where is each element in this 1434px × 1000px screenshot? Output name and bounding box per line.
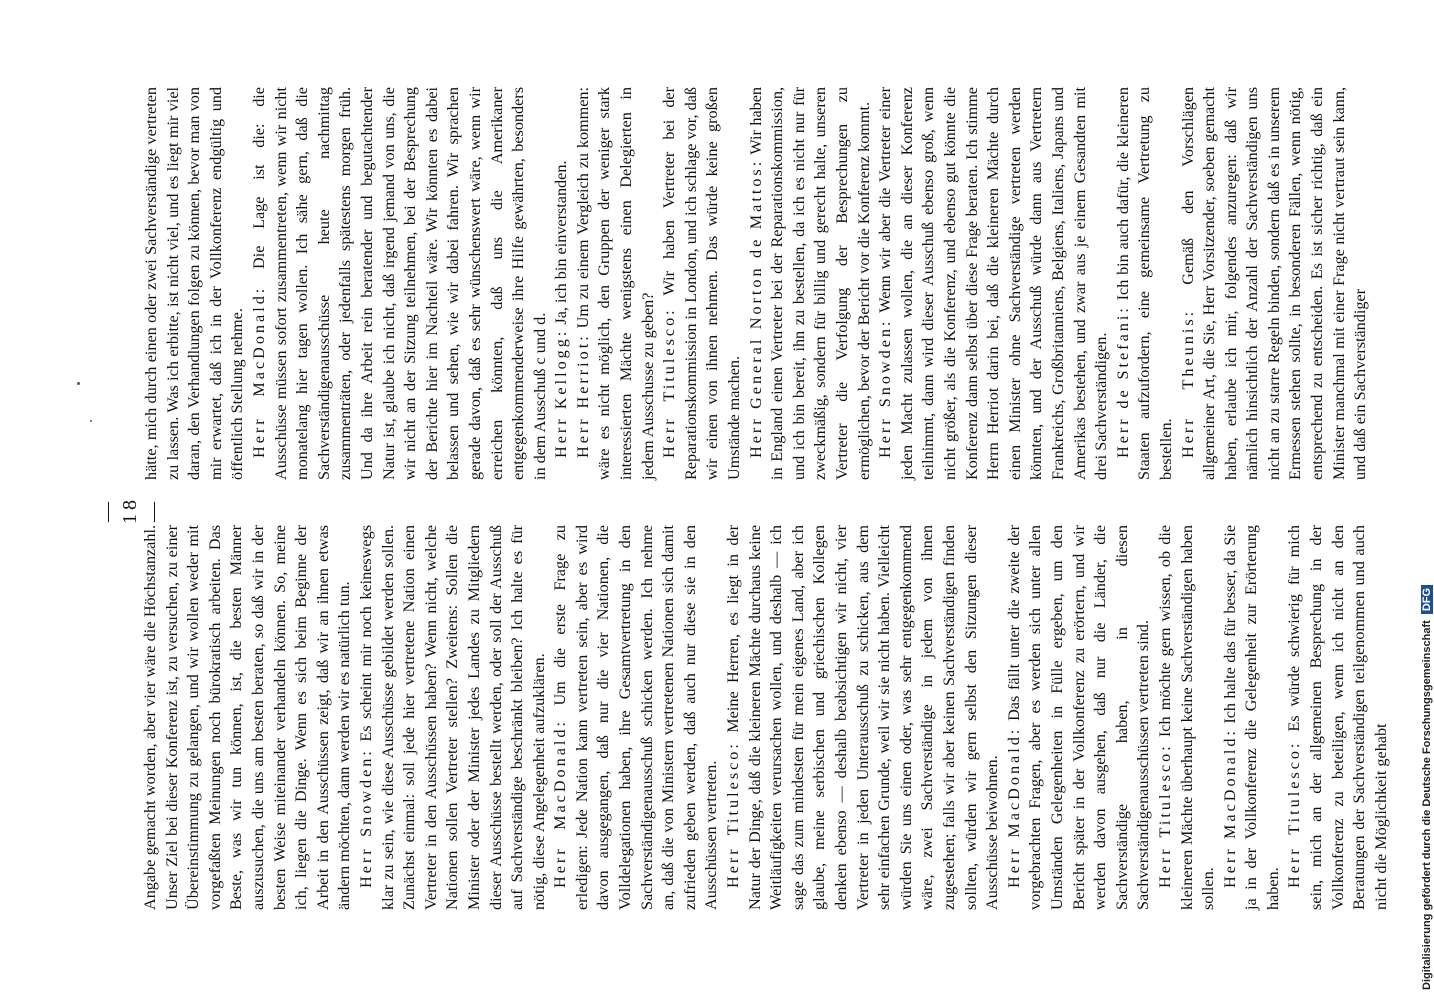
digitization-text: Digitalisierung gefördert durch die Deutsche Forschungsgemeinschaft bbox=[1421, 620, 1433, 990]
speaker-name: Herr Titulesco: bbox=[660, 307, 679, 458]
paragraph-text: Angabe gemacht worden, aber vier wäre die Höchstanzahl. Unser Ziel bei dieser Konferenz ist, zu versuchen, zu einer Übereinstimmung zu gelangen, und wir wollen weder mit vorgefaßten Meinungen noch bürokratisch arbeiten. Das Beste, was wir tun können, ist, die besten Männer auszusuchen, die uns am besten beraten, so daß wir in der besten Weise miteinander verhandeln können. So, meine ich, liegen die Dinge. Wenn es sich beim Beginne der Arbeit in den Ausschüssen zeigt, daß wir an ihnen etwas ändern möchten, dann werden wir es natürlich tun. bbox=[141, 525, 354, 910]
paragraph-text: hätte, mich durch einen oder zwei Sachverständige vertreten zu lassen. Was ich erbitte, ist nicht viel, und es liegt mir viel daran, den Verhandlungen folgen zu können, bevor man von mir erwartet, daß ich in der Vollkonferenz endgültig und öffentlich Stellung nehme. bbox=[142, 87, 247, 480]
speaker-name: Herr MacDonald: bbox=[1220, 728, 1239, 888]
paragraph bbox=[550, 525, 723, 910]
speaker-name: Herr Herriot: bbox=[573, 333, 592, 458]
paragraph bbox=[1178, 87, 1372, 480]
speaker-name: Herr Titulesco: bbox=[724, 741, 743, 888]
paragraph-text: Das fällt unter die zweite der vorgebrachten Fragen, aber es werden sich unter allen Umständen Gelegenheiten in Fülle ergeben, um den Bericht später in der Vollkonferenz zu erörtern, und wir werden davon ausgehen, daß nur die Länder, die Sachverständige haben, in diesen Sachverständigenausschüssen vertreten sind. bbox=[1004, 524, 1153, 910]
speaker-name: Herr General Norton de Mattos: bbox=[746, 158, 765, 458]
paragraph bbox=[551, 87, 573, 480]
speck bbox=[77, 382, 80, 385]
paragraph-text: Um die erste Frage zu erledigen: Jede Nation kann vertreten sein, aber es wird davon ausgegangen, daß nur die vier Nationen, die Volldelegationen haben, ihre Gesamtvertretung in den Sachverständigenausschuß schicken werden. Ich nehme an, daß die von Ministern vertretenen Nationen sich damit zufrieden geben werden, daß auch nur diese sie in den Ausschüssen vertreten. bbox=[551, 525, 721, 910]
paragraph bbox=[141, 87, 249, 480]
paragraph-text: Die Lage ist die: die Ausschüsse müssen sofort zusammentreten, wenn wir nicht monatelang hier tagen wollen. Ich sähe gern, daß die Sachverständigenausschüsse heute nachmittag zusammenträten, oder jedenfalls spätestens morgen früh. Und da ihre Arbeit rein beratender und begutachtender Natur ist, glaube ich nicht, daß irgend jemand von uns, die wir nicht an der Sitzung teilnehmen, bei der Besprechung der Berichte hier im Nachteil wäre. Wir könnten es dabei belassen und sehen, wie wir dabei fahren. Wir sprachen gerade davon, daß es sehr wünschenswert wäre, wenn wir erreichen könnten, daß uns die Amerikaner entgegenkommenderweise ihre Hilfe gewährten, besonders in dem Ausschuß c und d. bbox=[249, 87, 549, 480]
paragraph bbox=[1113, 87, 1178, 480]
paragraph-text: Wir haben in England einen Vertreter bei der Reparationskommission, und ich bin bereit, ihn zu bestellen, da ich es nicht nur für zweckmäßig, sondern für billig und gerecht halte, unseren Vertreter die Verfolgung der Besprechungen zu ermöglichen, bevor der Bericht vor die Konferenz kommt. bbox=[746, 87, 873, 480]
paragraph bbox=[746, 87, 876, 480]
left-text-column bbox=[140, 525, 1392, 910]
speaker-name: Herr Kellogg: bbox=[552, 328, 571, 458]
paragraph-text: Wenn wir aber die Vertreter einer jeden Macht zulassen wollen, die an dieser Konferenz teilnimmt, dann wird dieser Ausschuß ebenso groß, wenn nicht größer, als die Konferenz, und ebenso gut könnte die Konferenz dann selbst über diese Frage beraten. Ich stimme Herrn Herriot darin bei, daß die kleineren Mächte durch einen Minister ohne Sachverständige vertreten werden könnten, und der Ausschuß würde dann aus Vertretern Frankreichs, Großbritanniens, Belgiens, Italiens, Japans und Amerikas bestehen, und zwar aus je einem Gesandten mit drei Sachverständigen. bbox=[876, 87, 1111, 480]
paragraph-text: Ja, ich bin einverstanden. bbox=[552, 160, 571, 325]
paragraph bbox=[1220, 525, 1285, 910]
paragraph-text: Gemäß den Vorschlägen allgemeiner Art, die Sie, Herr Vorsitzender, soeben gemacht haben, erlaube ich mir, folgendes anzuregen: daß wir nämlich hinsichtlich der Anzahl der Sachverständigen uns nicht an zu starre Regeln binden, sondern daß es in unserem Ermessen stehen sollte, in besonderen Fällen, wenn nötig, entsprechend zu entscheiden. Es ist sicher richtig, daß ein Minister manchmal mit einer Frage nicht vertraut sein kann, und daß ein Sachverständiger bbox=[1178, 87, 1370, 480]
paragraph-text: Um zu einem Vergleich zu kommen: wäre es nicht möglich, den Gruppen der weniger stark interessierten Mächte wenigstens einen Delegierten in jedem Ausschusse zu geben? bbox=[573, 87, 657, 480]
right-text-column bbox=[141, 87, 1372, 480]
speaker-name: Herr MacDonald: bbox=[1004, 726, 1023, 888]
paragraph-text: Es scheint mir noch keineswegs klar zu sein, wie diese Ausschüsse gebildet werden sollen. Zunächst einmal: soll jede hier vertretene Nation einen Vertreter in den Ausschüssen haben? Wenn nicht, welche Nationen sollen Vertreter stellen? Zweitens: Sollen die Minister oder der Minister jedes Landes zu Mitgliedern dieser Ausschüsse bestellt werden, oder soll der Ausschuß auf Sachverständige beschränkt bleiben? Ich halte es für nötig, diese Angelegenheit aufzuklären. bbox=[356, 524, 548, 910]
paragraph bbox=[249, 87, 551, 480]
speaker-name: Herr Snowden: bbox=[356, 748, 375, 888]
paragraph bbox=[573, 87, 659, 480]
speaker-name: Herr de Stefani: bbox=[1113, 305, 1132, 458]
paragraph bbox=[140, 525, 356, 910]
paragraph-text: Wir haben Vertreter bei der Reparationskommission in London, und ich schlage vor, daß wir einen von ihnen nehmen. Das würde keine großen Umstände machen. bbox=[660, 87, 744, 480]
paragraph-text: Meine Herren, es liegt in der Natur der Dinge, daß die kleineren Mächte durchaus keine Weitläufigkeiten verursachen wollen, und deshalb — ich sage das zum mindesten für mein eigenes Land, aber ich glaube, meine serbischen und griechischen Kollegen denken ebenso — deshalb beabsichtigen wir nicht, vier Vertreter in jeden Unterausschuß zu schicken, aus dem sehr einfachen Grunde, weil wir sie nicht haben. Vielleicht würden Sie uns einen oder, was sehr entgegenkommend wäre, zwei Sachverständige in jedem von ihnen zugestehen; falls wir aber keinen Sachverständigen finden sollten, würden wir gern selbst den Sitzungen dieser Ausschüsse beiwohnen. bbox=[724, 525, 1002, 910]
speaker-name: Herr MacDonald: bbox=[551, 718, 570, 888]
paragraph bbox=[659, 87, 745, 480]
paragraph-text: Ich bin auch dafür, die kleineren Staaten aufzufordern, eine gemeinsame Vertretung zu bestellen. bbox=[1113, 87, 1175, 480]
paragraph bbox=[723, 525, 1004, 910]
paragraph-text: Ich möchte gern wissen, ob die kleineren Mächte überhaupt keine Sachverständigen haben sollen. bbox=[1155, 525, 1218, 910]
speck bbox=[90, 420, 92, 422]
speaker-name: Herr Titulesco: bbox=[1285, 740, 1304, 888]
speaker-name: Herr Theunis: bbox=[1178, 308, 1197, 458]
paragraph-text: Ich halte das für besser, da Sie ja in der Vollkonferenz die Gelegenheit zur Erörterung haben. bbox=[1220, 524, 1282, 910]
speaker-name: Herr MacDonald: bbox=[249, 285, 268, 458]
dfg-logo: DFG bbox=[1421, 585, 1433, 614]
paragraph bbox=[1284, 525, 1392, 910]
page-number: — 18 — bbox=[96, 496, 164, 524]
paragraph bbox=[875, 87, 1113, 480]
digitization-note bbox=[1421, 585, 1433, 990]
paragraph bbox=[1155, 525, 1220, 910]
paragraph-text: Es würde schwierig für mich sein, mich an der allgemeinen Besprechung in der Vollkonferenz zu beteiligen, wenn ich nicht an den Beratungen der Sachverständigen teilgenommen und auch nicht die Möglichkeit gehabt bbox=[1285, 525, 1390, 910]
paragraph bbox=[1004, 525, 1155, 910]
paragraph bbox=[356, 525, 550, 910]
speaker-name: Herr Titulesco: bbox=[1155, 743, 1174, 888]
speaker-name: Herr Snowden: bbox=[876, 318, 895, 458]
